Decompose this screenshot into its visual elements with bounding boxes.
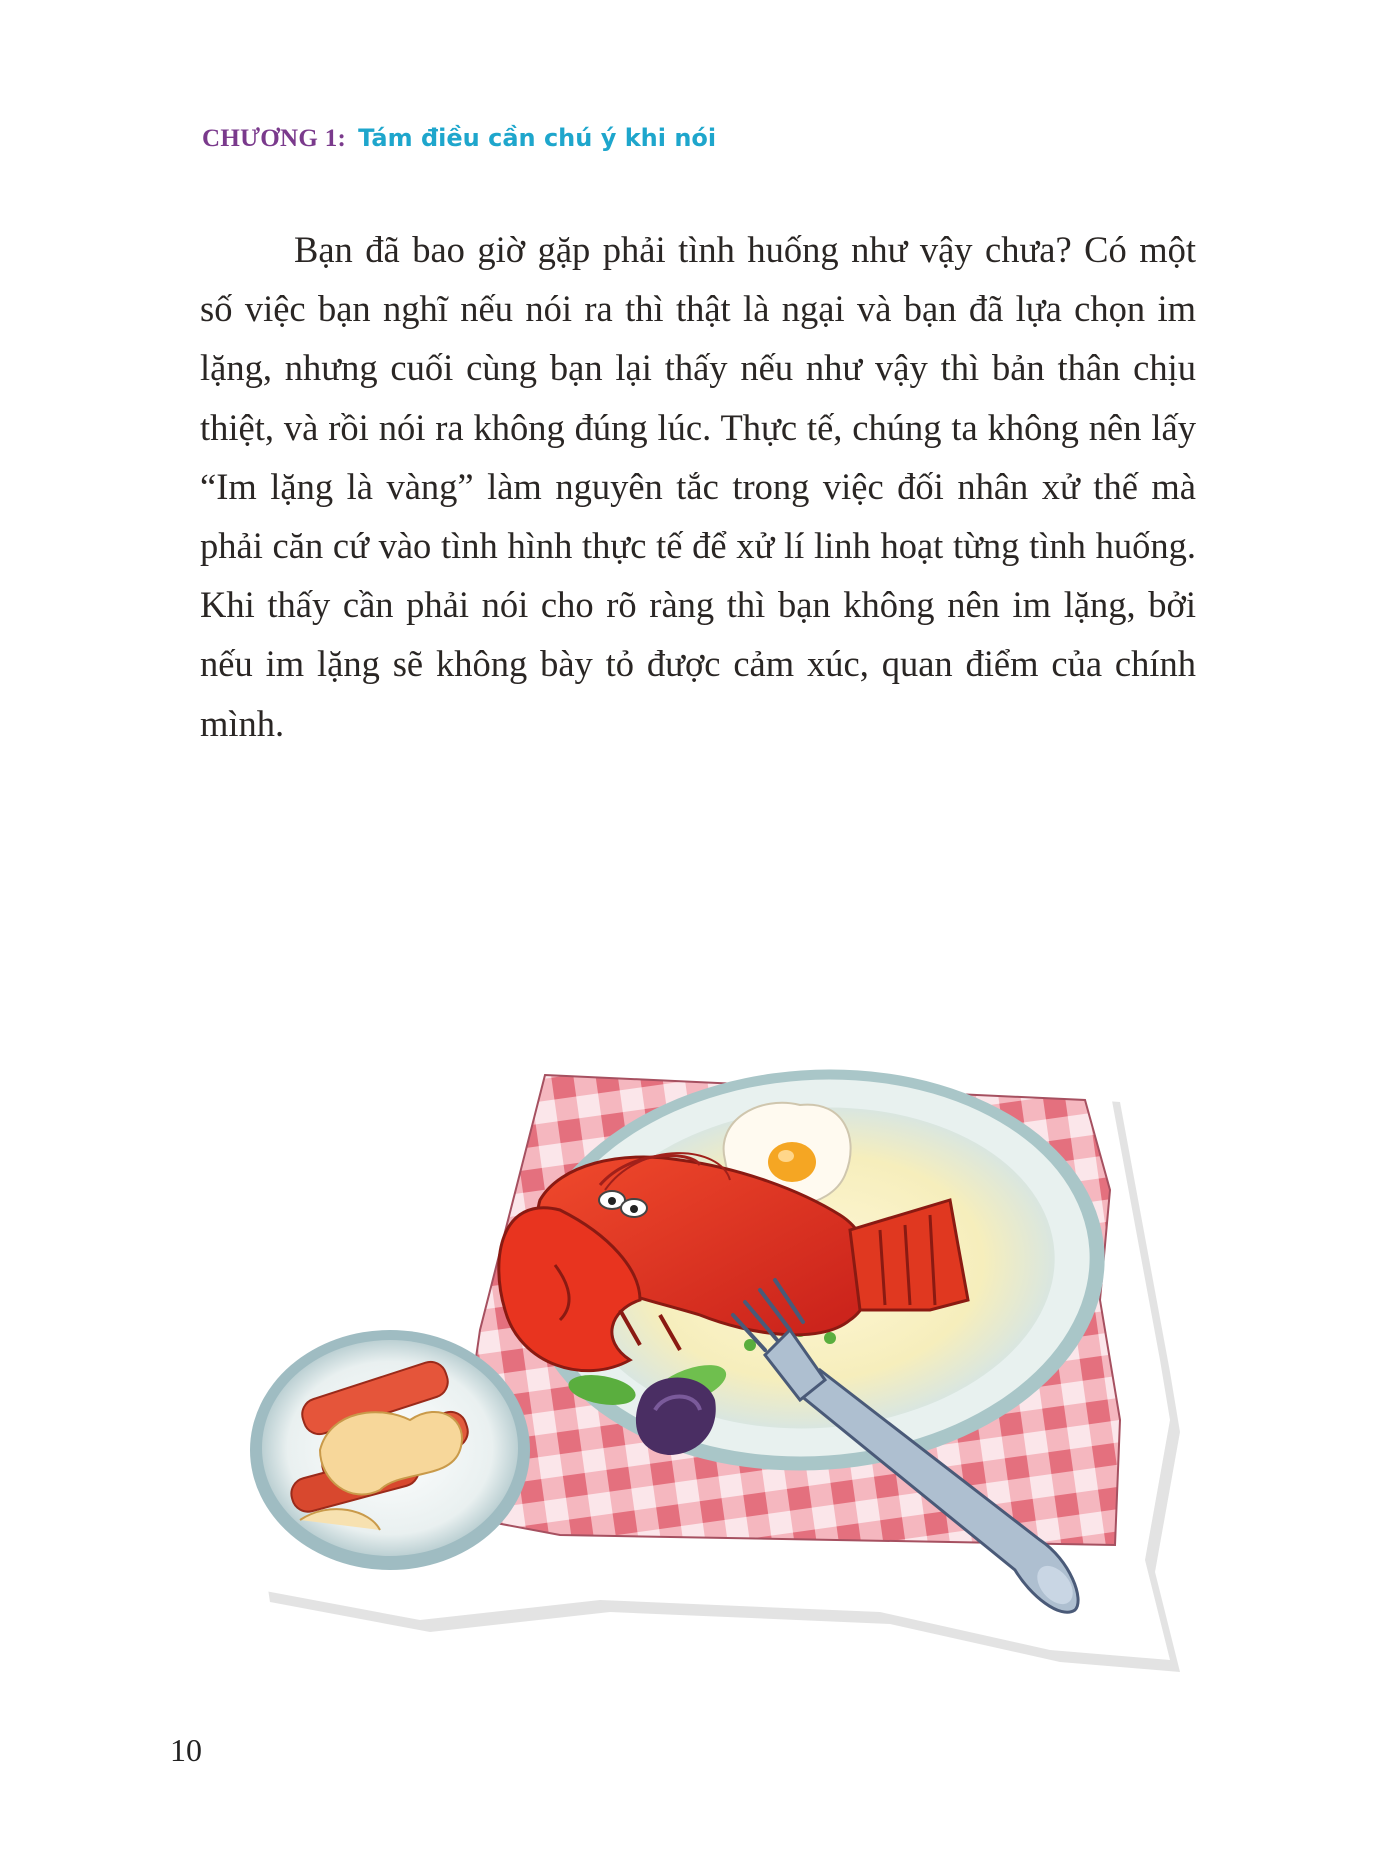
- chapter-label: CHƯƠNG 1:: [202, 125, 347, 152]
- body-paragraph: Bạn đã bao giờ gặp phải tình huống như vậy chưa? Có một số việc bạn nghĩ nếu nói ra thì thật là ngại và bạn đã lựa chọn im lặng, nhưng cuối cùng bạn lại thấy nếu như vậy thì bản thân chịu thiệt, và rồi nói ra không đúng lúc. Thực tế, chúng ta không nên lấy “Im lặng là vàng” làm nguyên tắc trong việc đối nhân xử thế mà phải căn cứ vào tình hình thực tế để xử lí linh hoạt từng tình huống. Khi thấy cần phải nói cho rõ ràng thì bạn không nên im lặng, bởi nếu im lặng sẽ không bày tỏ được cảm xúc, quan điểm của chính mình.: [200, 229, 1196, 744]
- sausage-rolls: [288, 1358, 472, 1516]
- page-number: 10: [170, 1732, 202, 1768]
- side-dish-icon: [250, 1330, 530, 1570]
- fried-egg: [724, 1103, 851, 1207]
- vegetables: [566, 1323, 836, 1455]
- fork-icon: [733, 1280, 1080, 1612]
- lobster: [499, 1153, 968, 1371]
- main-plate: [512, 1050, 1118, 1489]
- chapter-header: [202, 124, 716, 153]
- chapter-title: Tám điều cần chú ý khi nói: [358, 124, 717, 152]
- checkered-tablecloth: [462, 1075, 1120, 1545]
- paper-cutout: [230, 1050, 1180, 1672]
